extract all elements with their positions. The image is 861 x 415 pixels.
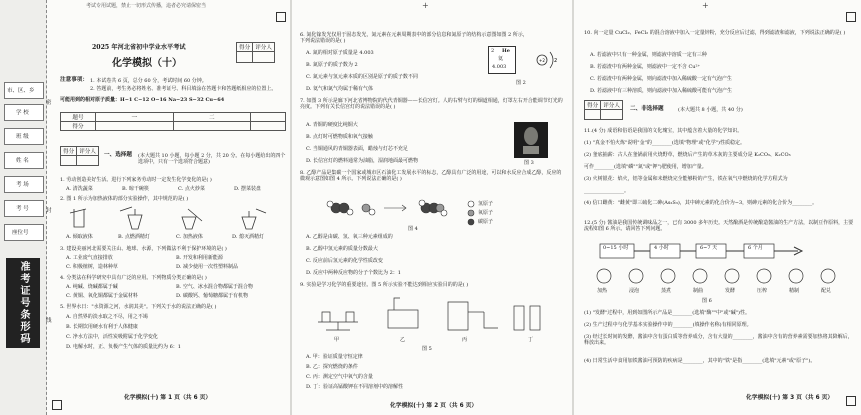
figure-caption: 图 5	[422, 346, 432, 352]
question-5-option: D. 电解水时，正、负极产生气体的质量比约为 6：1	[66, 344, 181, 350]
question-5-option: A. 自然界的淡水取之不尽，用之不竭	[66, 314, 148, 320]
question-9-stem: 9. 实验是学习化学的重要途径。图 5 所示实验不能达到相应实验目的的是( )	[300, 282, 469, 288]
section2-title: 二、非选择题	[630, 106, 664, 112]
question-4-option: C. 黄铜、氧化铜都属于金属材料	[66, 293, 138, 299]
element-symbol: He	[502, 48, 510, 54]
binding-field-label: 姓 名	[16, 158, 29, 164]
question-8-option: B. 乙醇中氢元素的质量分数最大	[306, 246, 378, 252]
question-2-option: D. 熄灭酒精灯	[232, 234, 265, 240]
page-footer: 化学模拟(十) 第 2 页（共 6 页）	[390, 403, 478, 409]
section2-score-box	[584, 100, 623, 120]
question-6-option: B. 氮原子的质子数为 2	[306, 62, 358, 68]
registration-mark	[276, 12, 286, 22]
question-3-option: D. 减少使用一次性塑料制品	[176, 264, 239, 270]
question-12-part: (4) 日常生活中食用加铁酱油可预防的疾病是________，其中的"铁"是指________(选填"元素"或"原子")。	[584, 358, 816, 364]
subject-title: 化学模拟（十）	[112, 58, 182, 69]
question-6-stem: 6. 氮化镓发光仅用于固态发光，氮元素在元素周期表中的部分信息和氮原子的结构示意图如图 2 所示，下列说法错误的是( )	[300, 32, 528, 44]
question-5-option: B. 长期饮用硬水有利于人体健康	[66, 324, 138, 330]
score-cell	[61, 156, 77, 166]
binding-field-label: 市、区、乡	[7, 88, 35, 94]
grader-label: 评分人	[77, 147, 99, 156]
process-step-label: 蒸煮	[661, 288, 672, 294]
question-7-option: C. 当铜通风的青铜器表面，蜡烛与灯芯不充足	[306, 146, 408, 152]
fold-mark: 线	[46, 318, 52, 324]
note-line: 2. 答题前，考生务必将姓名、准考证号、科目填涂在答题卡和答题纸相应的位置上。	[90, 86, 277, 92]
top-banner: 考试专用试题，禁止一切形式传播，违者必究请保密当	[86, 3, 207, 9]
element-number: 2	[491, 48, 495, 54]
question-6-option: C. 氮元素与氢元素本质的区别是原子的质子数不同	[306, 74, 418, 80]
score-cell	[237, 52, 253, 63]
question-9-option: C. 丙：测定空气中氧气的含量	[306, 374, 373, 380]
timeline-step: 4 小时	[654, 245, 669, 251]
atomic-mass-line: 可能用到的相对原子质量：H−1 C−12 O−16 Na−23 S−32 Cu−64	[60, 97, 225, 103]
binding-field-label: 学 校	[16, 110, 29, 116]
process-step-label: 发酵	[725, 288, 736, 294]
question-4-option: A. 纯碱、烧碱都属于碱	[66, 284, 118, 290]
question-8-stem: 8. 乙醇产品是集碳一个国家或城市区石油化工发展水平的标志，乙醇具有广泛的用途，可以和水反应合成乙醇，反应的微观示意图如图 4 所示。下列说法正确的是( )	[300, 170, 562, 182]
question-1-option: B. 晾干碗筷	[122, 186, 149, 192]
page-footer: 化学模拟(十) 第 1 页（共 6 页）	[124, 395, 212, 401]
question-9-option: B. 乙：探究燃烧的条件	[306, 364, 358, 370]
registration-mark	[846, 12, 856, 22]
fold-mark: 封	[46, 208, 52, 214]
question-8-option: C. 反应前后氢元素的化学性质改变	[306, 258, 383, 264]
periodic-cell	[488, 46, 516, 74]
process-step-icons	[588, 266, 848, 286]
question-12-stem: 12.(5 分) 酱油是我国传统调味品之一，已有 3000 多年历史。天然酿酒是传统酿造酱油的生产方法，以制豆作原料，主要流程如图 6 所示。请回答下列问题。	[584, 220, 854, 232]
grader-label: 评分人	[253, 43, 275, 52]
question-9-option: D. 丁：验证高锰酸钾在不同溶剂中的溶解性	[306, 384, 404, 390]
process-step-label: 压榨	[757, 288, 768, 294]
question-7-stem: 7. 如图 3 所示是廊下河北省博物院的代代青铜器——长信宫灯。人的右臂与灯的烟道相通，灯罩左右开合能调节灯光的亮度。下列有关长信宫灯的说法错误的是( )	[300, 98, 563, 110]
exam-title: 2025 年河北省初中学业水平考试	[92, 44, 186, 51]
grader-cell	[77, 156, 99, 166]
score-header-table	[236, 42, 275, 63]
question-8-option: D. 反应中两种反应物的分子个数比为 2：1	[306, 270, 401, 276]
alcohol-lamp-icon	[182, 217, 196, 229]
grader-cell	[601, 110, 623, 120]
question-12-part: (2) 生产过程中与化学基本实验操作中的________(填操作名称)有相同原理。	[584, 322, 752, 328]
process-step-label: 加热	[597, 288, 608, 294]
question-5-stem: 5. 世界水日："水资源之河，水润其美"。下列关于水的说法正确的是( )	[60, 304, 217, 310]
question-2-stem: 2. 图 1 所示为加热液体的部分实验操作，其中规范的是( )	[60, 196, 189, 202]
binding-field-label: 座位号	[12, 230, 29, 236]
figure-label: 乙	[400, 337, 406, 343]
score-label: 得分	[61, 147, 77, 156]
question-2-option: B. 点燃酒精灯	[118, 234, 150, 240]
question-7-option: D. 长信宫灯的燃料通常为油脂，湿润地面最可燃物	[306, 158, 419, 164]
crop-mark: +	[422, 1, 429, 10]
process-step-label: 精制	[789, 288, 800, 294]
question-11-part: 可作________(选填"磷""氮"或"钾")肥使用，增加产量。	[584, 164, 707, 170]
atom-structure-icon	[528, 44, 568, 76]
element-mass: 4.003	[492, 64, 507, 70]
question-11-part: (2) 釜底抽薪：古人在釜锅前用火烧野草，燃烧后产生的草木灰的主要成分是 K₂CO₃、K₂CO₃	[584, 152, 791, 158]
question-4-option: B. 空气、冰水混合物都属于混合物	[176, 284, 253, 290]
grader-label: 评分人	[601, 101, 623, 110]
legend-oxygen: 氧原子	[478, 210, 494, 216]
th-question-no: 题号	[61, 113, 96, 122]
sheet-page-2	[292, 0, 572, 415]
section1-title: 一、选择题	[104, 152, 132, 158]
binding-field-label: 考 场	[16, 182, 29, 188]
note-line: 1. 本试卷共 6 页，总分 60 分，考试时间 60 分钟。	[90, 78, 207, 84]
atom-legend-icons	[466, 200, 478, 230]
figure-caption: 图 2	[516, 80, 526, 86]
experiment-apparatus-figure	[308, 292, 548, 336]
section1-desc: (本大题共 10 小题，每小题 2 分，共 20 分。在每小题给出的四个选项中，只有一个选项符合题意)	[138, 153, 286, 165]
score-summary-table	[60, 112, 286, 131]
soy-sauce-timeline	[598, 238, 808, 264]
timeline-step: 0~15 小时	[603, 245, 629, 251]
figure-caption: 图 3	[524, 160, 534, 166]
binding-field-label: 考 号	[16, 206, 29, 212]
bronze-lamp-photo	[514, 122, 548, 158]
question-1-option: D. 摆菜装盘	[234, 186, 262, 192]
question-11-part: ________________。	[584, 188, 630, 194]
question-5-option: C. 净水方法中，活性炭吸附属于化学变化	[66, 334, 158, 340]
process-step-label: 制曲	[693, 288, 704, 294]
barcode-stamp: 准考证号条形码	[6, 258, 40, 348]
page-footer: 化学模拟(十) 第 3 页（共 6 页）	[746, 395, 834, 401]
fold-mark: 密	[46, 100, 52, 106]
question-12-part: (3) 经过长时间的发酵，酱油中含有蛋白质等营养成分，含有大量的________，酱油中含有的营养素需要加热将其降解后，释放出来。	[584, 334, 853, 346]
crop-mark: +	[702, 1, 709, 10]
legend-hydrogen: 氢原子	[478, 201, 494, 207]
grader-cell	[253, 52, 275, 63]
sheet-page-3	[574, 0, 861, 415]
score-label: 得分	[237, 43, 253, 52]
question-11-part: (4) 信口雌黄："雌黄"即三硫化二砷(As₂S₃)，其中砷元素的化合价为−3，则砷元素的化合价为________。	[584, 200, 818, 206]
td-score-total	[251, 122, 286, 131]
binding-strip	[0, 0, 47, 415]
question-3-stem: 3. 建设美丽河北需要关注山、地球、水源，下列做法不利于保护环境的是( )	[60, 246, 227, 252]
question-1-option: A. 清洗蔬菜	[66, 186, 93, 192]
question-4-option: D. 碳酸钙、葡萄糖都属于有机物	[176, 293, 249, 299]
alcohol-lamp-icon	[242, 217, 256, 229]
question-10-option: D. 若滤液中有三种溶质，则向滤液中加入稀硫酸可能有气泡产生	[590, 88, 733, 94]
process-step-label: 配兑	[821, 288, 832, 294]
question-3-option: B. 开发和利用新能源	[176, 255, 223, 261]
question-11-part: (1) "真金不怕火炼"说明"金"的________(选填"物理"或"化学")性质稳定。	[584, 140, 745, 146]
question-12-part: (1) "发酵"过程中，用到如图所示产品是________(选填"酶""中"或"碱")性。	[584, 310, 750, 316]
notes-label: 注意事项：	[60, 77, 88, 83]
question-2-option: C. 加热液体	[176, 234, 203, 240]
section1-score-box	[60, 146, 99, 166]
question-10-option: A. 若滤液中只有一种金属，则滤液中溶质一定有三种	[590, 52, 707, 58]
sheet-page-1	[0, 0, 290, 415]
th-part-1: 一	[96, 113, 174, 122]
question-10-stem: 10. 向一定量 CuCl₂、FeCl₂ 的混合溶液中加入一定量锌粉，充分反应后过滤，得到滤渣和滤液，下列说法正确的是( )	[584, 30, 846, 36]
svg-text:2: 2	[554, 58, 558, 64]
question-6-option: D. 氦气和氮气均属于稀有气体	[306, 86, 374, 92]
svg-text:+2: +2	[539, 58, 545, 63]
th-part-2: 二	[173, 113, 251, 122]
figure-label: 丙	[462, 337, 468, 343]
question-11-stem: 11.(4 分) 成语和俗语是我国的文化瑰宝，其中蕴含着大量的化学知识。	[584, 128, 743, 134]
score-cell	[585, 110, 601, 120]
question-10-option: B. 若滤渣中有两种金属，则滤液中一定不含 Cu²⁺	[590, 64, 701, 70]
timeline-step: 6~7 天	[700, 245, 718, 251]
question-8-option: A. 乙醇是由碳、氢、氧三种元素组成的	[306, 234, 393, 240]
element-name: 氦	[498, 56, 504, 62]
question-3-option: A. 工业废气直接排放	[66, 255, 113, 261]
legend-carbon: 碳原子	[478, 219, 494, 225]
registration-mark	[846, 396, 856, 406]
question-11-part: (3) 火树银花：焰火，铝等金属和未燃烧完全能够粉的产生，铁在氧气中燃烧的化学方程式为	[584, 176, 788, 182]
question-10-option: C. 若滤渣中有两种金属，则向滤渣中加入稀硫酸一定有气泡产生	[590, 76, 732, 82]
registration-mark	[52, 400, 62, 410]
td-score-2	[173, 122, 251, 131]
th-total	[251, 113, 286, 122]
td-score-1	[96, 122, 174, 131]
lab-apparatus-figure	[60, 205, 286, 233]
question-4-stem: 4. 分类法在科学研究中具有广泛的应用。下列物质分类正确的是( )	[60, 275, 207, 281]
process-step-label: 浸泡	[629, 288, 640, 294]
question-6-option: A. 氮的相对原子质量是 4.003	[306, 50, 374, 56]
binding-field-label: 班 级	[16, 134, 29, 140]
figure-label: 甲	[334, 337, 340, 343]
question-9-option: A. 甲：验证质量守恒定律	[306, 354, 363, 360]
figure-label: 丁	[528, 337, 534, 343]
figure-caption: 图 6	[702, 298, 712, 304]
question-7-option: B. 点灯时可燃物质和氧气接触	[306, 134, 373, 140]
question-2-option: A. 倾取液体	[66, 234, 93, 240]
section2-desc: (本大题共 8 小题，共 40 分)	[678, 107, 743, 113]
alcohol-lamp-icon	[128, 215, 142, 229]
question-3-option: C. 积极植树，造林种草	[66, 264, 118, 270]
score-label: 得分	[585, 101, 601, 110]
figure-caption: 图 4	[408, 226, 418, 232]
td-score-label: 得分	[61, 122, 96, 131]
timeline-step: 6 个月	[748, 245, 763, 251]
question-1-option: C. 点火炒菜	[178, 186, 205, 192]
question-7-option: A. 青铜的硬度比纯铜大	[306, 122, 358, 128]
question-1-stem: 1. 劳动创造美好生活。进行下列家务劳动时一定发生化学变化的是( )	[60, 177, 212, 183]
